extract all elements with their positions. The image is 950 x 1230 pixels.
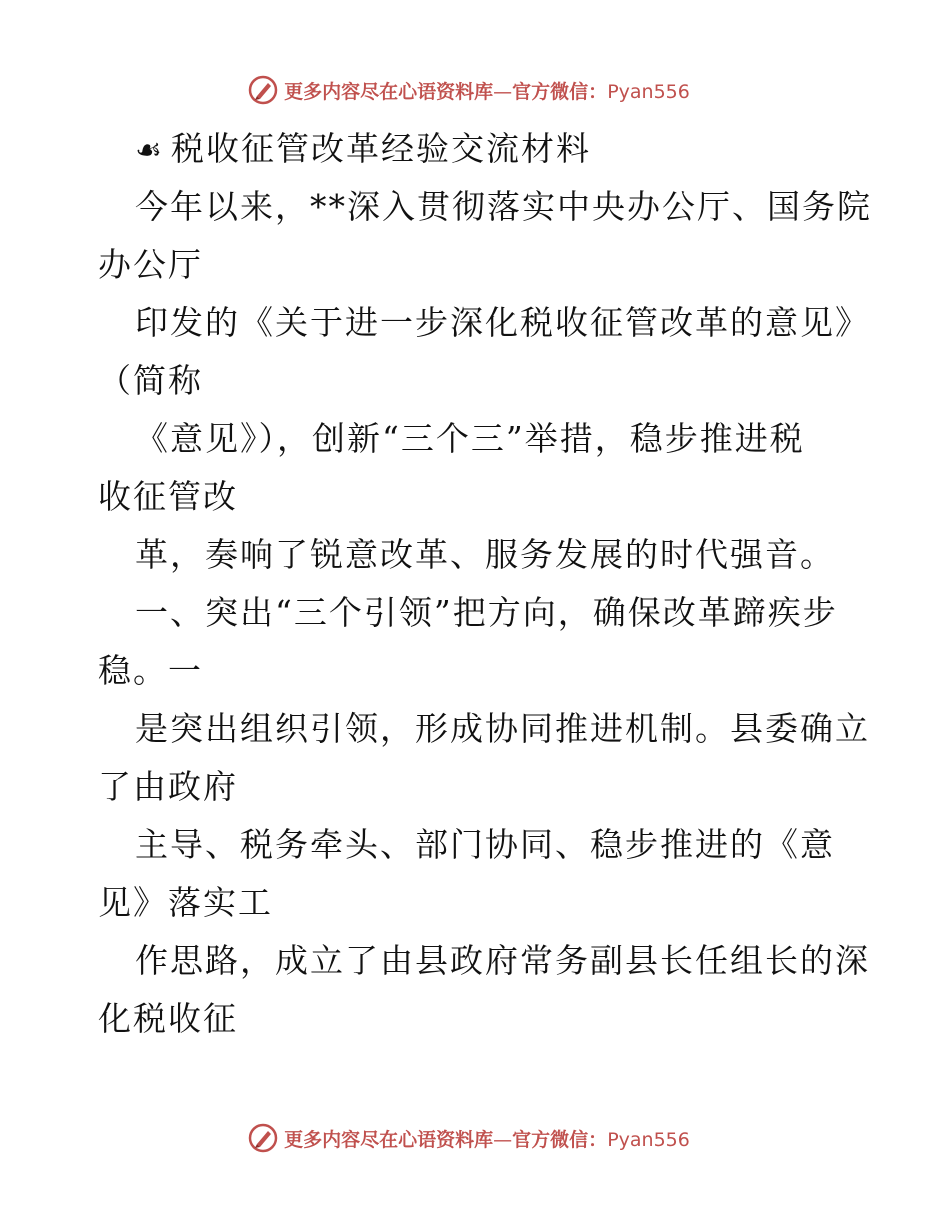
- paragraph-line: 见》落实工: [98, 883, 273, 922]
- watermark-text: [284, 1125, 690, 1152]
- header-watermark: [0, 70, 950, 110]
- paragraph-line: （简称: [98, 361, 203, 400]
- footer-watermark: [0, 1118, 950, 1158]
- paragraph-line: 办公厅: [98, 245, 203, 284]
- watermark-id: Pyan556: [607, 80, 690, 103]
- paragraph-line: 化税收征: [98, 999, 238, 1038]
- pen-logo-icon: [248, 1123, 278, 1153]
- watermark-brand: 更多内容尽在心语资料库: [284, 80, 494, 103]
- watermark-label: 官方微信：: [512, 1128, 608, 1151]
- watermark-id: Pyan556: [607, 1128, 690, 1151]
- watermark-dash: —: [493, 80, 513, 103]
- paragraph-line: 收征管改: [98, 477, 238, 516]
- paragraph-line: 革，奏响了锐意改革、服务发展的时代强音。: [135, 535, 835, 574]
- paragraph-line: 作思路，成立了由县政府常务副县长任组长的深: [135, 941, 870, 980]
- document-title-text: 税收征管改革经验交流材料: [171, 129, 591, 168]
- paragraph-line: 印发的《关于进一步深化税收征管改革的意见》: [135, 303, 870, 342]
- watermark-label: 官方微信：: [512, 80, 608, 103]
- fleuron-icon: ☙: [135, 133, 164, 168]
- document-body: [98, 120, 872, 1048]
- paragraph-line: 是突出组织引领，形成协同推进机制。县委确立: [135, 709, 870, 748]
- document-title: [98, 120, 858, 178]
- watermark-dash: —: [493, 1128, 513, 1151]
- paragraph-line: 一、突出“三个引领”把方向，确保改革蹄疾步: [135, 593, 838, 632]
- watermark-text: [284, 77, 690, 104]
- paragraph-line: 今年以来，**深入贯彻落实中央办公厅、国务院: [135, 187, 872, 226]
- paragraph-line: 《意见》），创新“三个三”举措，稳步推进税: [135, 419, 805, 458]
- paragraph-line: 主导、税务牵头、部门协同、稳步推进的《意: [135, 825, 835, 864]
- pen-logo-icon: [248, 75, 278, 105]
- watermark-brand: 更多内容尽在心语资料库: [284, 1128, 494, 1151]
- paragraph-line: 了由政府: [98, 767, 238, 806]
- paragraph-line: 稳。一: [98, 651, 203, 690]
